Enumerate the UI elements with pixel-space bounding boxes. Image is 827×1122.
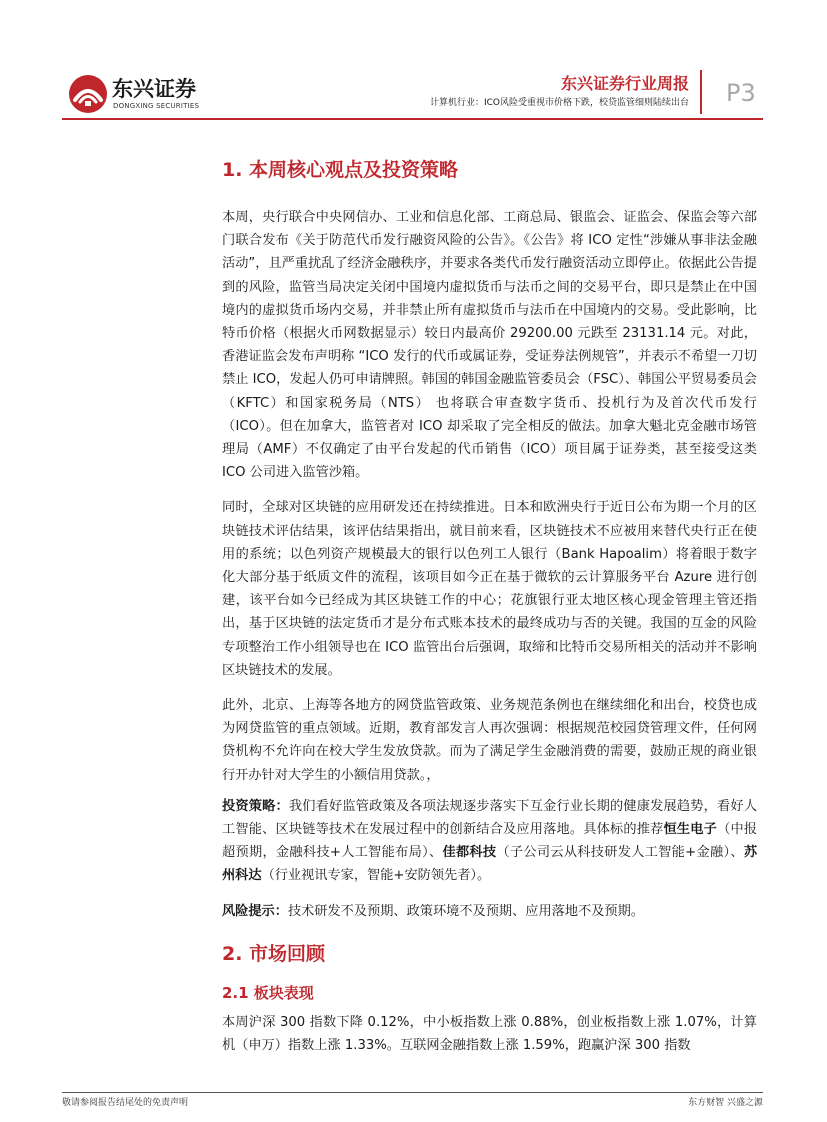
section1-paragraph-1: 本周，央行联合中央网信办、工业和信息化部、工商总局、银监会、证监会、保监会等六部门联合发布《关于防范代币发行融资风险的公告》。《公告》将 ICO 定性“涉嫌从事非法金融活动”，且严重扰乱了经济金融秩序，并要求各类代币发行融资活动立即停止。依据此公告提到的风险，监管当局决定关闭中国境内虚拟货币与法币之间的交易平台，即只是禁止在中国境内的虚拟货币场内交易，并非禁止所有虚拟货币与法币在中国境内的交易。受此影响，比特币价格（根据火币网数据显示）较日内最高价 29200.00 元跌至 23131.14 元。对此，香港证监会发布声明称 “ICO 发行的代币或属证券，受证券法例规管”，并表示不希望一刀切禁止 ICO，发起人仍可申请牌照。韩国的韩国金融监管委员会（FSC）、韩国公平贸易委员会（KFTC）和国家税务局（NTS） 也将联合审查数字货币、投机行为及首次代币发行（ICO）。但在加拿大，监管者对 ICO 却采取了完全相反的做法。加拿大魁北克金融市场管理局（AMF）不仅确定了由平台发起的代币销售（ICO）项目属于证券类，甚至接受这类 ICO 公司进入监管沙箱。 xyxy=(222,210,757,481)
strategy-text: 我们看好监管政策及各项法规逐步落实下互金行业长期的健康发展趋势，看好人工智能、区块链等技术在发展过程中的创新结合及应用落地。具体标的推荐 xyxy=(222,798,758,838)
investment-strategy xyxy=(222,795,757,888)
section1-title: 1. 本周核心观点及投资策略 xyxy=(222,159,459,181)
logo-en-text: DONGXING SECURITIES xyxy=(113,102,200,110)
company-logo xyxy=(68,74,218,118)
header-divider xyxy=(700,70,702,114)
stock-keda: 苏州科达 xyxy=(222,845,758,884)
risk-warning xyxy=(222,900,757,923)
page-number: P3 xyxy=(726,79,756,107)
header-rule xyxy=(62,118,763,120)
footer-slogan: 东方财智 兴盛之源 xyxy=(688,1098,763,1108)
logo-cn-text: 东兴证券 xyxy=(112,77,196,101)
section2-1-title: 2.1 板块表现 xyxy=(222,983,314,1002)
report-title: 东兴证券行业周报 xyxy=(560,74,689,93)
page-header xyxy=(0,0,827,125)
risk-label: 风险提示： xyxy=(222,903,288,919)
footer-disclaimer: 敬请参阅报告结尾处的免责声明 xyxy=(62,1098,189,1108)
section2-title: 2. 市场回顾 xyxy=(222,942,326,965)
footer-rule xyxy=(62,1092,763,1093)
risk-text: 技术研发不及预期、政策环境不及预期、应用落地不及预期。 xyxy=(287,903,644,919)
section1-paragraph-2: 同时，全球对区块链的应用研发还在持续推进。日本和欧洲央行于近日公布为期一个月的区块链技术评估结果，该评估结果指出，就目前来看，区块链技术不应被用来替代央行正在使用的系统；以色列资产规模最大的银行以色列工人银行（Bank Hapoalim）将着眼于数字化大部分基于纸质文件的流程，该项目如今正在基于微软的云计算服务平台 Azure 进行创建，该平台如今已经成为其区块链工作的中心；花旗银行亚太地区核心现金管理主管还指出，基于区块链的法定货币才是分布式账本技术的最终成功与否的关键。我国的互金的风险专项整治工作小组领导也在 ICO 监管出台后强调，取缔和比特币交易所相关的活动并不影响区块链技术的发展。 xyxy=(222,500,757,678)
section1-paragraph-3: 此外，北京、上海等各地方的网贷监管政策、业务规范条例也在继续细化和出台，校贷也成为网贷监管的重点领域。近期，教育部发言人再次强调：根据规范校园贷管理文件，任何网贷机构不允许向在校大学生发放贷款。而为了满足学生金融消费的需要，鼓励正规的商业银行开办针对大学生的小额信用贷款。， xyxy=(222,698,757,783)
main-content xyxy=(222,155,757,1057)
strategy-label: 投资策略： xyxy=(222,798,289,814)
stock-hundsun-note: （中报超预期，金融科技+人工智能布局）、 xyxy=(222,822,758,861)
stock-hundsun: 恒生电子 xyxy=(663,822,718,838)
stock-keda-note: （行业视讯专家，智能+安防领先者）。 xyxy=(261,868,491,884)
stock-pci-note: （子公司云从科技研发人工智能+金融）、 xyxy=(496,845,744,861)
stock-pci: 佳都科技 xyxy=(442,845,497,861)
section2-paragraph-1: 本周沪深 300 指数下降 0.12%，中小板指数上涨 0.88%，创业板指数上涨 1.07%，计算机（申万）指数上涨 1.33%。互联网金融指数上涨 1.59%，跑赢沪深 300 指数 xyxy=(222,1014,757,1054)
dongxing-logo-icon xyxy=(68,74,108,114)
report-subtitle: 计算机行业：ICO风险受重视市价格下跌，校贷监管细则陆续出台 xyxy=(429,98,689,108)
